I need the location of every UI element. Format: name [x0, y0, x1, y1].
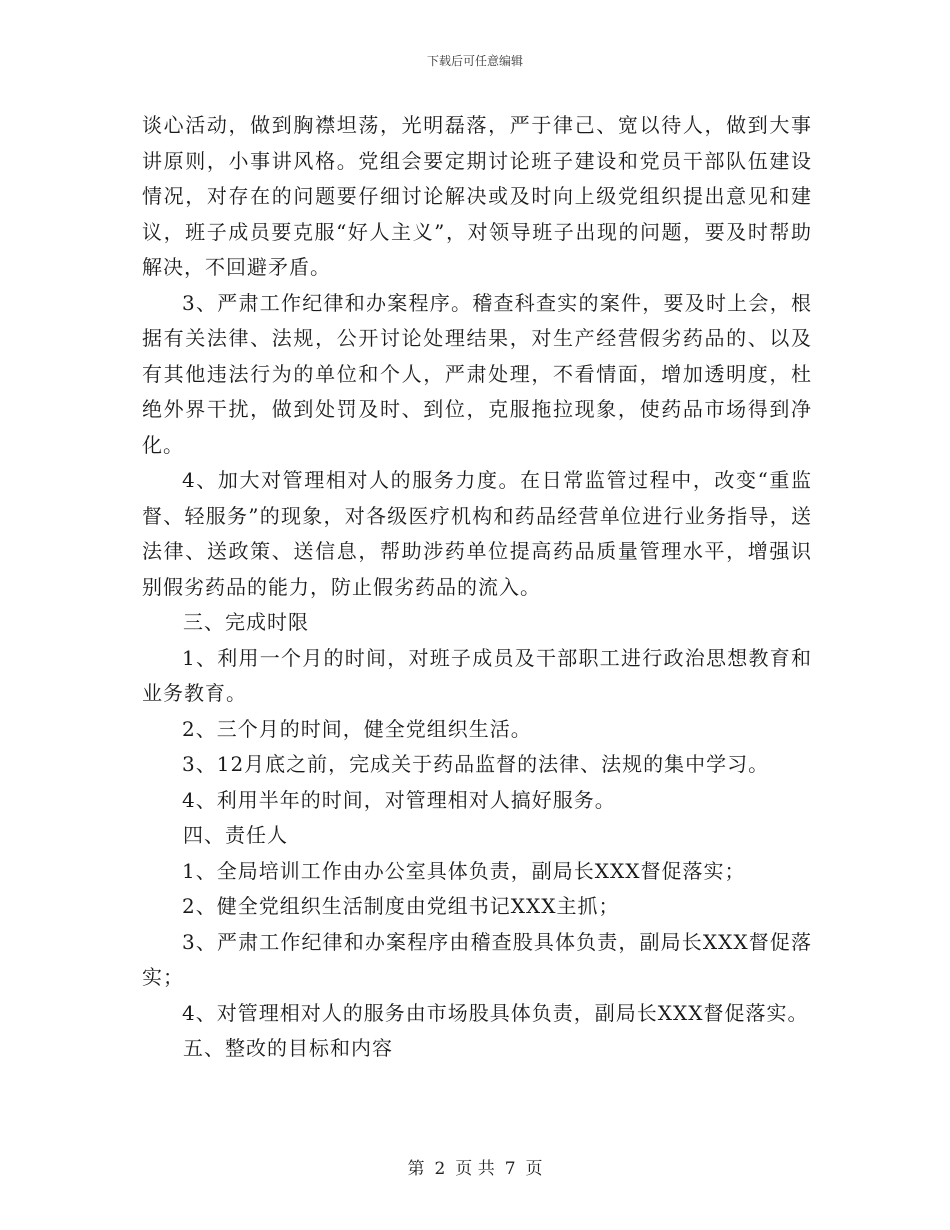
- footer-prefix: 第: [407, 1159, 425, 1179]
- paragraph-service: 4、加大对管理相对人的服务力度。在日常监管过程中，改变“重监督、轻服务”的现象，对各级医疗机构和药品经营单位进行业务指导，送法律、送政策、送信息，帮助涉药单位提高药品质量管理水平，增强识别假劣药品的能力，防止假劣药品的流入。: [142, 468, 812, 599]
- list-item-deadline-1: 1、利用一个月的时间，对班子成员及干部职工进行政治思想教育和业务教育。: [142, 645, 812, 705]
- list-item-responsible-1: 1、全局培训工作由办公室具体负责，副局长XXX督促落实；: [182, 858, 746, 883]
- section-heading-deadline: 三、完成时限: [183, 610, 309, 634]
- list-item-deadline-4: 4、利用半年的时间，对管理相对人搞好服务。: [182, 787, 616, 812]
- total-page-count: 7: [504, 1159, 516, 1179]
- section-heading-responsible: 四、责任人: [183, 823, 288, 847]
- current-page-number: 2: [434, 1159, 446, 1179]
- list-item-deadline-3: 3、12月底之前，完成关于药品监督的法律、法规的集中学习。: [182, 752, 770, 776]
- list-item-responsible-4: 4、对管理相对人的服务由市场股具体负责，副局长XXX督促落实。: [182, 1000, 809, 1025]
- list-item-responsible-2: 2、健全党组织生活制度由党组书记XXX主抓；: [182, 894, 620, 918]
- list-item-deadline-2: 2、三个月的时间，健全党组织生活。: [182, 716, 532, 741]
- section-heading-goals: 五、整改的目标和内容: [183, 1036, 393, 1060]
- page-header: 下载后可任意编辑: [426, 54, 523, 68]
- footer-suffix: 页: [525, 1159, 543, 1179]
- paragraph-discipline: 3、严肃工作纪律和办案程序。稽查科查实的案件，要及时上会，根据有关法律、法规，公开讨论处理结果，对生产经营假劣药品的、以及有其他违法行为的单位和个人，严肃处理，不看情面，增加透明度，杜绝外界干扰，做到处罚及时、到位，克服拖拉现象，使药品市场得到净化。: [142, 290, 812, 457]
- list-item-responsible-3: 3、严肃工作纪律和办案程序由稽查股具体负责，副局长XXX督促落实；: [142, 929, 812, 989]
- paragraph-continued: 谈心活动，做到胸襟坦荡，光明磊落，严于律己、宽以待人，做到大事讲原则，小事讲风格。党组会要定期讨论班子建设和党员干部队伍建设情况，对存在的问题要仔细讨论解决或及时向上级党组织提出意见和建议，班子成员要克服“好人主义”，对领导班子出现的问题，要及时帮助解决，不回避矛盾。: [142, 113, 812, 279]
- page-footer: [0, 1154, 950, 1179]
- document-body: [142, 108, 812, 1067]
- footer-mid: 页 共: [455, 1159, 495, 1179]
